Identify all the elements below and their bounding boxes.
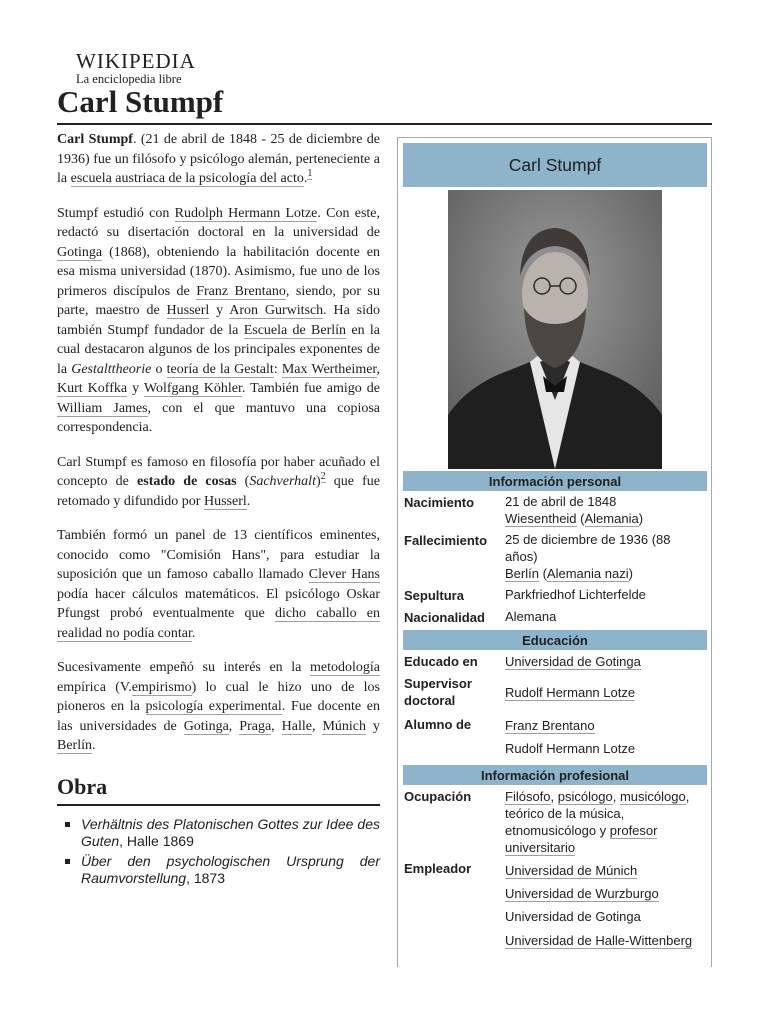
label-educado-en: Educado en xyxy=(404,654,478,669)
link-gotinga-2[interactable]: Gotinga xyxy=(183,718,229,734)
infobox-header-professional: Información profesional xyxy=(403,765,707,785)
infobox-title: Carl Stumpf xyxy=(403,143,707,187)
paragraph-education: Stumpf estudió con Rudolph Hermann Lotze. Con este, redactó su disertación doctoral en la universidad de Gotinga (1868), obteniendo la habilitación docente en esa misma universidad (1870). Asimismo, fue uno de los primeros discípulos de Franz Brentano, siendo, por su parte, maestro de Husserl y Aron Gurwitsch. Ha sido también Stumpf fundador de la Escuela de Berlín en la cual destacaron algunos de los principales exponentes de la Gestalttheorie o teoría de la Gestalt: Max Wertheimer, Kurt Koffka y Wolfgang Köhler. También fue amigo de William James, con el que mantuvo una copiosa correspondencia. xyxy=(57,205,381,435)
link-praga[interactable]: Praga xyxy=(239,718,272,734)
link-alemania-nazi[interactable]: Alemania nazi xyxy=(546,566,629,581)
wikipedia-logo[interactable] xyxy=(76,50,196,86)
link-gotinga[interactable]: Gotinga xyxy=(57,244,103,260)
link-psicologo[interactable]: psicólogo xyxy=(557,789,613,804)
value-empleador-1 xyxy=(505,862,705,879)
value-ocupacion: Filósofo, psicólogo, musicólogo, teórico de la música, etnomusicólogo y profesor universitario xyxy=(505,789,690,855)
value-empleador-2 xyxy=(505,885,705,902)
paragraph-comision-hans: También formó un panel de 13 científicos eminentes, conocido como "Comisión Hans", para estudiar la suposición que un famoso caballo llamado Clever Hans podía hacer cálculos matemáticos. El psicólogo Oskar Pfungst probó eventualmente que dicho caballo en realidad no podía contar. xyxy=(57,528,380,641)
subject-name: Carl Stumpf xyxy=(57,132,133,147)
paragraph-estado-de-cosas: Carl Stumpf es famoso en filosofía por haber acuñado el concepto de estado de cosas (Sachverhalt)$^2$ que fue retomado y difundido por Husserl. xyxy=(57,454,381,509)
link-universidad-wurzburgo[interactable]: Universidad de Wurzburgo xyxy=(505,886,659,901)
paragraph-metodologia: Sucesivamente empeñó su interés en la metodología empírica (V.empirismo) lo cual le hizo uno de los pioneros en la psicología experimental. Fue docente en las universidades de Gotinga, Praga, Halle, Múnich y Berlín. xyxy=(57,660,381,753)
value-alumno-de-1 xyxy=(505,717,705,734)
label-nacionalidad: Nacionalidad xyxy=(404,610,485,625)
link-william-james[interactable]: William James xyxy=(57,400,148,416)
link-escuela-berlin[interactable]: Escuela de Berlín xyxy=(243,322,347,338)
link-berlin[interactable]: Berlín xyxy=(57,738,92,753)
link-kohler[interactable]: Wolfgang Köhler xyxy=(143,381,242,396)
article-body xyxy=(57,130,380,890)
value-empleador-3: Universidad de Gotinga xyxy=(505,909,641,924)
value-supervisor-doctoral xyxy=(505,684,705,701)
link-gurwitsch[interactable]: Aron Gurwitsch xyxy=(229,303,324,318)
link-universidad-halle[interactable]: Universidad de Halle-Wittenberg xyxy=(505,933,693,948)
value-fallecimiento: 25 de diciembre de 1936 (88 años) Berlín (Alemania nazi) xyxy=(505,532,671,581)
link-wertheimer[interactable]: Max Wertheimer xyxy=(281,361,377,377)
label-supervisor-doctoral: Supervisor doctoral xyxy=(404,676,472,708)
page-title: Carl Stumpf xyxy=(57,84,224,119)
link-lotze[interactable]: Rudolph Hermann Lotze xyxy=(174,205,318,221)
link-universidad-munich[interactable]: Universidad de Múnich xyxy=(505,863,638,878)
label-sepultura: Sepultura xyxy=(404,588,464,603)
link-caballo-no-contar[interactable]: dicho caballo en realidad no podía contar xyxy=(57,606,380,641)
value-nacimiento: 21 de abril de 1848 Wiesentheid (Alemania) xyxy=(505,494,644,526)
link-halle[interactable]: Halle xyxy=(281,718,312,734)
title-divider xyxy=(57,123,712,125)
link-husserl-2[interactable]: Husserl xyxy=(203,493,247,509)
link-brentano[interactable]: Franz Brentano xyxy=(196,283,286,299)
label-ocupacion: Ocupación xyxy=(404,789,472,804)
list-item: Über den psychologischen Ursprung der Raumvorstellung, 1873 xyxy=(57,853,380,887)
link-berlin-infobox[interactable]: Berlín xyxy=(505,566,539,581)
value-nacionalidad: Alemana xyxy=(505,609,557,624)
link-empirismo[interactable]: empirismo xyxy=(131,679,192,695)
link-filosofo[interactable]: Filósofo xyxy=(505,789,551,804)
link-escuela-austriaca[interactable]: escuela austriaca de la psicología del acto xyxy=(70,171,304,186)
list-item: Verhältnis des Platonischen Gottes zur Idee des Guten, Halle 1869 xyxy=(57,816,380,850)
link-psicologia-experimental[interactable]: psicología experimental xyxy=(145,699,282,714)
value-sepultura: Parkfriedhof Lichterfelde xyxy=(505,587,646,602)
infobox-header-personal: Información personal xyxy=(403,471,707,491)
link-universidad-gotinga[interactable]: Universidad de Gotinga xyxy=(505,654,641,669)
portrait-image[interactable] xyxy=(448,190,662,469)
link-koffka[interactable]: Kurt Koffka xyxy=(57,381,128,396)
section-heading-obra: Obra xyxy=(57,773,380,806)
link-metodologia[interactable]: metodología xyxy=(310,660,380,675)
infobox xyxy=(397,137,712,967)
value-educado-en xyxy=(505,653,705,670)
reference-2[interactable]: 2 xyxy=(320,471,326,483)
logo-wordmark: WIKIPEDIA xyxy=(76,49,196,73)
link-franz-brentano[interactable]: Franz Brentano xyxy=(505,718,595,733)
value-alumno-de-2: Rudolf Hermann Lotze xyxy=(505,741,636,756)
value-empleador-4 xyxy=(505,932,705,949)
link-musicologo[interactable]: musicólogo xyxy=(619,789,686,804)
link-clever-hans[interactable]: Clever Hans xyxy=(308,567,380,582)
label-empleador: Empleador xyxy=(404,861,472,876)
works-list xyxy=(57,816,380,887)
paragraph-intro: Carl Stumpf. (21 de abril de 1848 - 25 de diciembre de 1936) fue un filósofo y psicólogo alemán, perteneciente a la escuela austriaca de la psicología del acto.$^1$ xyxy=(57,132,380,186)
link-wiesentheid[interactable]: Wiesentheid xyxy=(505,511,577,526)
link-profesor-universitario[interactable]: profesor universitario xyxy=(505,823,658,855)
logo-tagline: La enciclopedia libre xyxy=(76,72,182,86)
link-munich[interactable]: Múnich xyxy=(322,718,367,734)
infobox-header-education: Educación xyxy=(403,630,707,650)
link-alemania[interactable]: Alemania xyxy=(584,511,639,526)
link-gestalt[interactable]: teoría de la Gestalt xyxy=(166,361,274,377)
label-alumno-de: Alumno de xyxy=(404,717,472,732)
link-husserl[interactable]: Husserl xyxy=(166,303,210,318)
link-rudolf-lotze[interactable]: Rudolf Hermann Lotze xyxy=(505,685,636,700)
reference-1[interactable]: 1 xyxy=(307,168,313,180)
label-nacimiento: Nacimiento xyxy=(404,495,475,510)
label-fallecimiento: Fallecimiento xyxy=(404,533,488,548)
